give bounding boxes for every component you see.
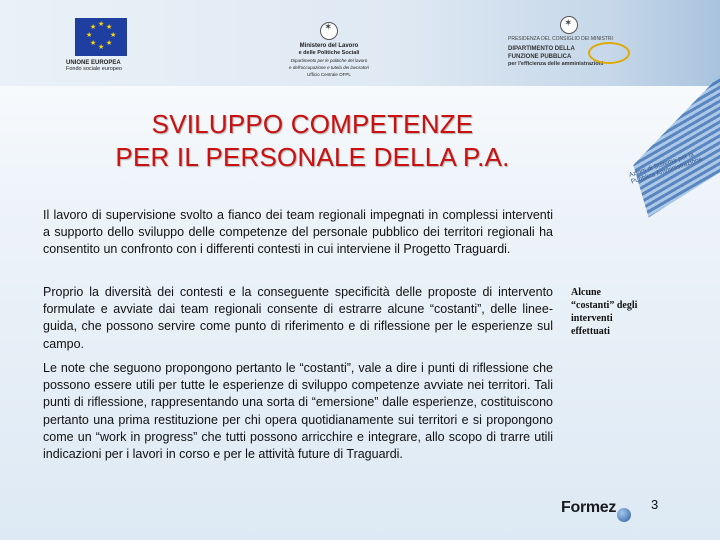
dfp-swirl-icon bbox=[588, 42, 630, 64]
margin-note: Alcune “costanti” degli interventi effettuati bbox=[571, 287, 638, 337]
page-title bbox=[40, 108, 585, 174]
formez-logo: Formez bbox=[561, 499, 617, 516]
ministry-line-4: e dell'occupazione e tutela dei lavoratori bbox=[289, 65, 369, 70]
ministry-line-5: Ufficio Centrale OFPL bbox=[307, 72, 351, 77]
title-line-2: PER IL PERSONALE DELLA P.A. bbox=[115, 142, 510, 172]
dfp-tagline: per l'efficienza delle amministrazioni bbox=[508, 61, 604, 67]
ministry-line-2: e delle Politiche Sociali bbox=[298, 50, 360, 56]
ministry-line-3: Dipartimento per le politiche del lavoro bbox=[290, 58, 368, 63]
eu-logo-subtitle: Fondo sociale europeo bbox=[66, 66, 122, 72]
eu-logo-title: UNIONE EUROPEA bbox=[66, 60, 121, 66]
republic-emblem-icon bbox=[560, 16, 578, 34]
paragraph-2: Proprio la diversità dei contesti e la conseguente specificità delle proposte di intervento formulate e avviate dai team regionali consente di estrarre alcune “costanti”, delle linee-guida, che possono servire come punto di riferimento e di riflessione per le esperienze sul campo. bbox=[43, 285, 553, 351]
header-banner bbox=[0, 0, 720, 86]
dfp-top-label: PRESIDENZA DEL CONSIGLIO DEI MINISTRI bbox=[508, 36, 613, 42]
dfp-dept-line-2: FUNZIONE PUBBLICA bbox=[508, 54, 572, 60]
dfp-dept-line-1: DIPARTIMENTO DELLA bbox=[508, 46, 575, 52]
eu-flag-icon: ★ ★ ★ ★ ★ ★ ★ ★ bbox=[75, 18, 127, 56]
page-number: 3 bbox=[651, 497, 659, 512]
title-line-1: SVILUPPO COMPETENZE bbox=[151, 109, 474, 139]
dfp-logo bbox=[508, 16, 638, 67]
ministry-logo bbox=[283, 22, 375, 78]
formez-globe-icon bbox=[617, 508, 631, 522]
ministry-line-1: Ministero del Lavoro bbox=[299, 43, 359, 49]
paragraph-3: Le note che seguono propongono pertanto le “costanti”, vale a dire i punti di riflessione che possono essere utili per tutte le esperienze di sviluppo competenze avviate nei territori. Tali punti di riflessione, rappresentando una sorta di “emersione” dalle esperienze, costituiscono pertanto una prima restituzione per chi opera quotidianamente sui territori e si propongono come un “work in progress” che tutti possono arricchire e integrare, allo scopo di trarre utili indicazioni per i lavori in corso e per le attività future di Traguardi. bbox=[43, 361, 553, 462]
eu-logo bbox=[66, 18, 136, 72]
side-graphic-label: Azioni di Sistema per la Pubblica Amministrazione bbox=[628, 151, 704, 186]
paragraph-1: Il lavoro di supervisione svolto a fianco dei team regionali impegnati in complessi interventi a supporto dello sviluppo delle competenze del personale pubblico dei territori regionali ha consentito un confronto con i differenti contesti in cui interviene il Progetto Traguardi. bbox=[43, 208, 553, 257]
republic-emblem-icon bbox=[320, 22, 338, 40]
